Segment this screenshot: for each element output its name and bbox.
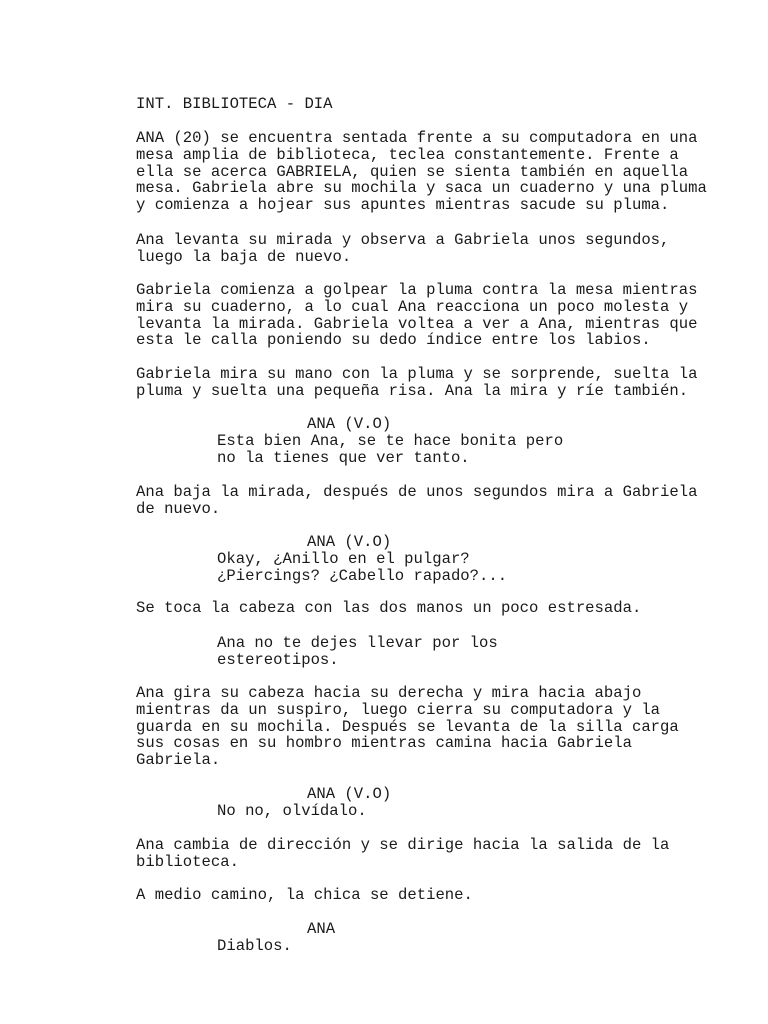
- character-cue: ANA (V.O): [307, 415, 392, 433]
- dialogue: Ana no te dejes llevar por los estereotipos.: [217, 634, 498, 669]
- dialogue: Esta bien Ana, se te hace bonita pero no la tienes que ver tanto.: [217, 432, 564, 467]
- action-paragraph: Ana levanta su mirada y observa a Gabriela unos segundos, luego la baja de nuevo.: [136, 231, 670, 266]
- scene-heading: INT. BIBLIOTECA - DIA: [136, 95, 333, 113]
- action-paragraph: Se toca la cabeza con las dos manos un poco estresada.: [136, 599, 642, 617]
- action-paragraph: Ana gira su cabeza hacia su derecha y mira hacia abajo mientras da un suspiro, luego cierra su computadora y la guarda en su mochila. Después se levanta de la silla carga sus cosas en su hombro mientras camina hacia Gabriela Gabriela.: [136, 684, 679, 770]
- action-paragraph: Ana baja la mirada, después de unos segundos mira a Gabriela de nuevo.: [136, 483, 698, 518]
- action-paragraph: Gabriela comienza a golpear la pluma contra la mesa mientras mira su cuaderno, a lo cual Ana reacciona un poco molesta y levanta la mirada. Gabriela voltea a ver a Ana, mientras que esta le calla poniendo su dedo índice entre los labios.: [136, 281, 698, 350]
- character-cue: ANA: [307, 920, 336, 938]
- action-paragraph: ANA (20) se encuentra sentada frente a su computadora en una mesa amplia de biblioteca, teclea constantemente. Frente a ella se acerca GABRIELA, quien se sienta también en aquella mesa. Gabriela abre su mochila y saca un cuaderno y una pluma y comienza a hojear sus apuntes mientras sacude su pluma.: [136, 129, 707, 215]
- dialogue: No no, olvídalo.: [217, 802, 367, 820]
- character-cue: ANA (V.O): [307, 785, 392, 803]
- dialogue: Okay, ¿Anillo en el pulgar? ¿Piercings? ¿Cabello rapado?...: [217, 550, 508, 585]
- character-cue: ANA (V.O): [307, 533, 392, 551]
- action-paragraph: Gabriela mira su mano con la pluma y se sorprende, suelta la pluma y suelta una pequeña risa. Ana la mira y ríe también.: [136, 365, 698, 400]
- dialogue: Diablos.: [217, 937, 292, 955]
- action-paragraph: A medio camino, la chica se detiene.: [136, 886, 473, 904]
- action-paragraph: Ana cambia de dirección y se dirige hacia la salida de la biblioteca.: [136, 836, 670, 871]
